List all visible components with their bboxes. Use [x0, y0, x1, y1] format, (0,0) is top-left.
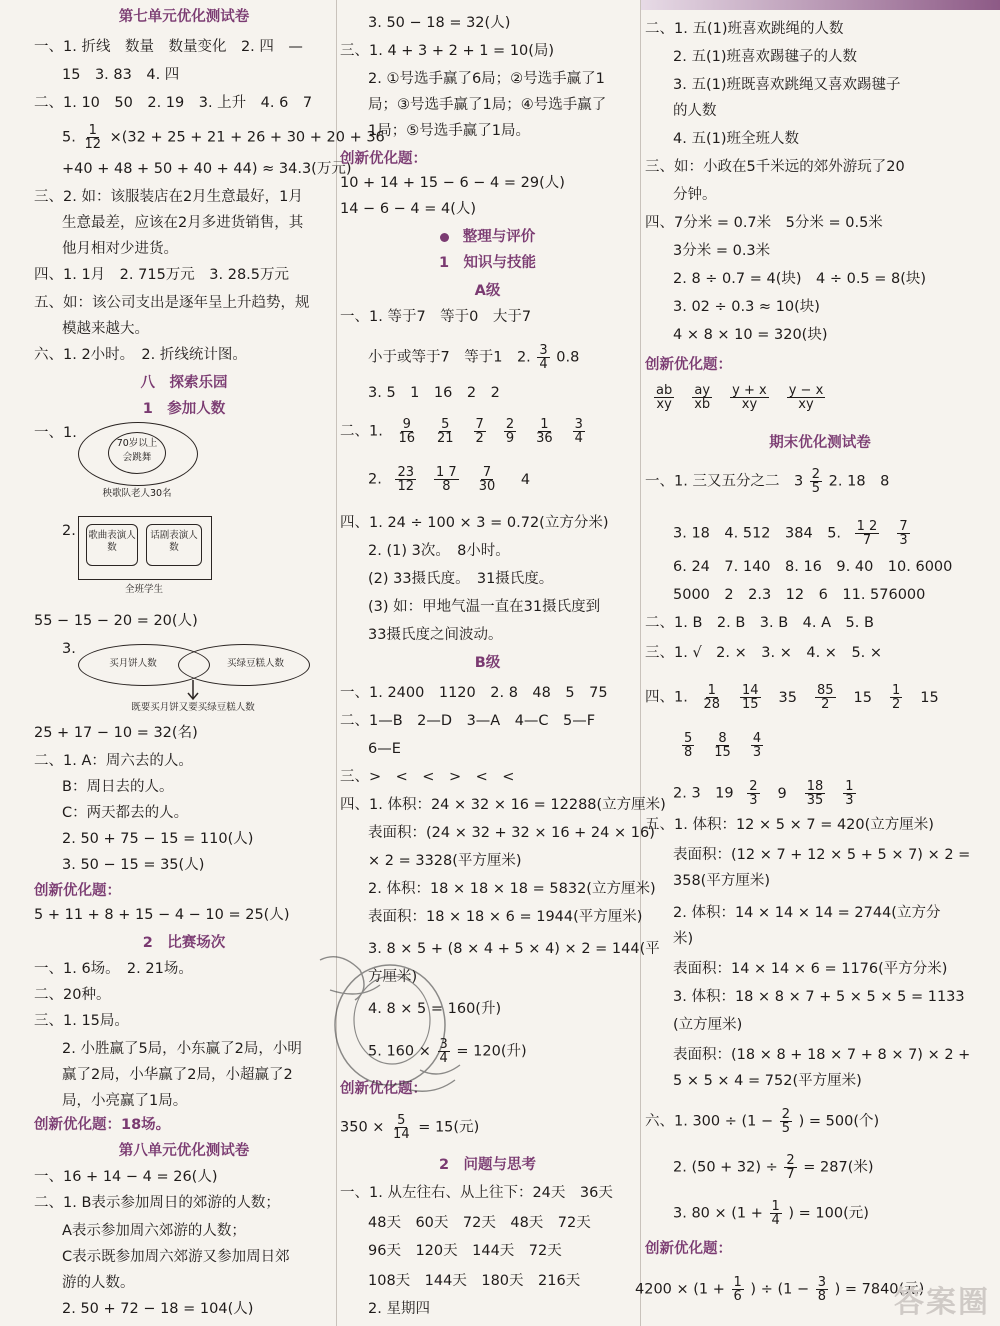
- answer-line: 2.: [62, 523, 76, 539]
- answer-line: 2. 星期四: [368, 1301, 430, 1317]
- venn-diagram-2: 歌曲表演人数 话剧表演人数 全班学生: [78, 516, 218, 602]
- innovation-heading: 创新优化题：: [645, 1241, 732, 1257]
- fraction: $\frac{1}{28}$: [703, 683, 720, 712]
- answer-line: 六、1. 300 ÷ (1 − $\frac{2}{5}$ ) = 500(个): [645, 1107, 880, 1136]
- fraction: $\frac{1}{2}$: [892, 683, 901, 712]
- answer-line: 一、1. 6场。 2. 21场。: [34, 961, 193, 977]
- bullet-icon: [440, 233, 449, 242]
- answer-line: 2. ①号选手赢了6局；②号选手赢了1: [368, 71, 605, 87]
- answer-line: (3) 如：甲地气温一直在31摄氏度到: [368, 599, 601, 615]
- answer-line: 5 × 5 × 4 = 752(平方厘米): [673, 1073, 862, 1089]
- number: 15: [853, 689, 872, 706]
- fraction: $\frac{1}{3}$: [845, 779, 854, 808]
- fraction-list: [645, 383, 834, 412]
- answer-line: 二、1. A：周六去的人。: [34, 753, 193, 769]
- answer-line: 小于或等于7 等于1 2. $\frac{3}{4}$ 0.8: [368, 343, 580, 372]
- section8-title: 八 探索乐园: [140, 375, 228, 391]
- fraction-list: [846, 519, 919, 548]
- answer-line: 33摄氏度之间波动。: [368, 627, 503, 643]
- answer-line: (立方厘米): [673, 1017, 743, 1033]
- answer-line: 生意最差，应该在2月多进货销售，其: [62, 215, 304, 231]
- answer-line: 表面积：18 × 18 × 6 = 1944(平方厘米): [368, 909, 643, 925]
- qa-title: 2 问题与思考: [438, 1157, 537, 1173]
- answer-line: 三、2. 如：该服装店在2月生意最好，1月: [34, 189, 303, 205]
- answer-line: 15 3. 83 4. 四: [62, 67, 180, 83]
- answer-line: 2. 8 ÷ 0.7 = 4(块) 4 ÷ 0.5 = 8(块): [673, 271, 927, 287]
- answer-line: 3分米 = 0.3米: [673, 243, 771, 259]
- answer-line: × 2 = 3328(平方厘米): [368, 853, 522, 869]
- fraction: $\frac{1}{6}$: [733, 1275, 742, 1304]
- arrow-icon: [183, 680, 203, 702]
- answer-line: 3.: [62, 641, 76, 657]
- fraction: $\frac{ab}{xy}$: [656, 383, 673, 412]
- answer-line: 方厘米): [368, 969, 418, 985]
- answer-line: 一、1.: [34, 425, 77, 441]
- answer-line: 二、1. B表示参加周日的郊游的人数；: [34, 1195, 280, 1211]
- unit7-title: 第七单元优化测试卷: [118, 9, 250, 25]
- number: 35: [778, 689, 797, 706]
- answer-line: A表示参加周六郊游的人数；: [62, 1223, 246, 1239]
- answer-line: C表示既参加周六郊游又参加周日郊: [62, 1249, 290, 1265]
- answer-line: 六、1. 2小时。 2. 折线统计图。: [34, 347, 247, 363]
- answer-line: 二、1. 五(1)班喜欢跳绳的人数: [645, 21, 844, 37]
- answer-line: 10 + 14 + 15 − 6 − 4 = 29(人): [340, 175, 565, 191]
- answer-line: 2. 50 + 72 − 18 = 104(人): [62, 1301, 254, 1317]
- final-exam-title: 期末优化测试卷: [769, 435, 871, 451]
- answer-line: 358(平方厘米): [673, 873, 770, 889]
- answer-line: 四、1. $\frac{1}{28}$ $\frac{14}{15}$ 35 $\frac{85}{2}$ 15 $\frac{1}{2}$ 15: [645, 684, 948, 711]
- answer-line: 5000 2 2.3 12 6 11. 576000: [673, 587, 926, 603]
- answer-line: 表面积：(24 × 32 + 32 × 16 + 24 × 16): [368, 825, 655, 841]
- fraction: $\frac{y - x}{xy}$: [788, 383, 824, 412]
- answer-line: 赢了2局，小华赢了2局，小超赢了2: [62, 1067, 293, 1083]
- fraction: $\frac{85}{2}$: [817, 683, 834, 712]
- answer-line: 4. 8 × 5 = 160(升): [368, 1001, 502, 1017]
- answer-line: 三、> < < > < <: [340, 769, 515, 785]
- answer-line: 四、1. 1月 2. 715万元 3. 28.5万元: [34, 267, 290, 283]
- innovation-heading: 创新优化题：: [34, 883, 121, 899]
- unit8-title: 第八单元优化测试卷: [118, 1143, 250, 1159]
- answer-line: 4 × 8 × 10 = 320(块): [673, 327, 828, 343]
- answer-line: 5. $\frac{1}{12}$ ×(32 + 25 + 21 + 26 + 30 + 20 + 36: [62, 123, 385, 152]
- innovation-heading: 创新优化题：: [340, 1081, 427, 1097]
- watermark-logo: 答案圈: [894, 1285, 990, 1320]
- number: 15: [920, 689, 939, 706]
- answer-line: 350 × $\frac{5}{14}$ = 15(元): [340, 1113, 480, 1142]
- answer-line: 四、1. 体积：24 × 32 × 16 = 12288(立方厘米): [340, 797, 666, 813]
- fraction-list: [673, 731, 772, 760]
- answer-line: 5 + 11 + 8 + 15 − 4 − 10 = 25(人): [34, 907, 290, 923]
- fraction: $\frac{1}{36}$: [536, 417, 553, 446]
- answer-line: 四、7分米 = 0.7米 5分米 = 0.5米: [645, 215, 883, 231]
- answer-line: 他月相对少进货。: [62, 241, 178, 257]
- answer-line: 4. 五(1)班全班人数: [673, 131, 799, 147]
- answer-line: 的人数: [673, 103, 717, 119]
- answer-line: 一、1. 等于7 等于0 大于7: [340, 309, 532, 325]
- review-title: 整理与评价: [340, 228, 635, 246]
- fraction: $\frac{3}{4}$: [539, 343, 548, 372]
- level-a-label: A级: [474, 283, 501, 299]
- innovation-heading: 创新优化题：: [340, 151, 427, 167]
- answer-line: 108天 144天 180天 216天: [368, 1273, 581, 1289]
- answer-line: 5. 160 × $\frac{3}{4}$ = 120(升): [368, 1037, 527, 1066]
- fraction: $\frac{2}{3}$: [749, 779, 758, 808]
- fraction: $\frac{5}{8}$: [684, 731, 693, 760]
- column-divider: [336, 0, 337, 1326]
- answer-line: [645, 384, 834, 411]
- answer-line: 三、如：小政在5千米远的郊外游玩了20: [645, 159, 905, 175]
- fraction: $\frac{23}{12}$: [397, 465, 414, 494]
- fraction: $\frac{ay}{xb}$: [694, 383, 711, 412]
- answer-line: 2. $\frac{23}{12}$ $\frac{1 7}{8}$ $\frac{7}{30}$ 4: [368, 465, 531, 494]
- answer-line: 3. 02 ÷ 0.3 ≈ 10(块): [673, 299, 820, 315]
- answer-line: 2. (50 + 32) ÷ $\frac{2}{7}$ = 287(米): [673, 1153, 874, 1182]
- answer-line: 一、1. 三又五分之二 3 $\frac{2}{5}$ 2. 18 8: [645, 467, 890, 496]
- answer-line: 一、16 + 14 − 4 = 26(人): [34, 1169, 218, 1185]
- number: 9: [777, 785, 787, 802]
- answer-line: 二、1. B 2. B 3. B 4. A 5. B: [645, 615, 874, 631]
- fraction: $\frac{7}{30}$: [478, 465, 496, 494]
- innovation-heading: 创新优化题：: [645, 357, 732, 373]
- answer-line: 二、1—B 2—D 3—A 4—C 5—F: [340, 713, 596, 729]
- answer-line: 3. 8 × 5 + (8 × 4 + 5 × 4) × 2 = 144(平: [368, 941, 660, 957]
- fraction: $\frac{4}{3}$: [752, 731, 762, 760]
- answer-line: 表面积：(12 × 7 + 12 × 5 + 5 × 7) × 2 =: [673, 847, 971, 863]
- answer-line: (2) 33摄氏度。 31摄氏度。: [368, 571, 554, 587]
- fraction: $\frac{18}{35}$: [806, 779, 824, 808]
- fraction: $\frac{1 7}{8}$: [436, 465, 457, 494]
- fraction: $\frac{2}{5}$: [781, 1107, 791, 1136]
- answer-line: 2. 五(1)班喜欢踢毽子的人数: [673, 49, 857, 65]
- answer-column-3: [635, 0, 995, 1326]
- innovation-heading: 创新优化题：18场。: [34, 1117, 171, 1133]
- answer-line: 3. 5 1 16 2 2: [368, 385, 500, 401]
- answer-line: 2. (1) 3次。 8小时。: [368, 543, 510, 559]
- fraction: $\frac{2}{9}$: [505, 417, 515, 446]
- answer-line: 三、1. √ 2. × 3. × 4. × 5. ×: [645, 645, 883, 661]
- answer-line: 55 − 15 − 20 = 20(人): [34, 613, 198, 629]
- section8-subtitle: 1 参加人数: [142, 401, 226, 417]
- fraction: $\frac{9}{16}$: [398, 417, 415, 446]
- answer-line: 四、1. 24 ÷ 100 × 3 = 0.72(立方分米): [340, 515, 609, 531]
- answer-line: 二、20种。: [34, 987, 111, 1003]
- fraction: $\frac{5}{14}$: [393, 1113, 410, 1142]
- answer-line: 2. 50 + 75 − 15 = 110(人): [62, 831, 254, 847]
- answer-line: 局；③号选手赢了1局；④号选手赢了: [368, 97, 607, 113]
- answer-line: 2. 体积：14 × 14 × 14 = 2744(立方分: [673, 905, 941, 921]
- answer-line: 二、1. $\frac{9}{16}$ $\frac{5}{21}$ $\frac{7}{2}$ $\frac{2}{9}$ $\frac{1}{36}$ $\frac{3}{4}$: [340, 418, 594, 445]
- answer-line: 6—E: [368, 741, 401, 757]
- answer-line: 一、1. 折线 数量 数量变化 2. 四 —: [34, 39, 303, 55]
- answer-line: 局，小亮赢了1局。: [62, 1093, 188, 1109]
- answer-line: B：周日去的人。: [62, 779, 174, 795]
- answer-line: 三、1. 15局。: [34, 1013, 129, 1029]
- answer-line: 分钟。: [673, 187, 717, 203]
- column-divider: [640, 0, 641, 1326]
- fraction: $\frac{14}{15}$: [742, 683, 759, 712]
- fraction: $\frac{2}{5}$: [811, 467, 821, 496]
- fraction: $\frac{8}{15}$: [714, 731, 731, 760]
- fraction: $\frac{y + x}{xy}$: [732, 383, 767, 412]
- fraction: $\frac{1}{4}$: [771, 1199, 780, 1228]
- answer-line: 4200 × (1 + $\frac{1}{6}$ ) ÷ (1 − $\frac{3}{8}$ ) = 7840(元): [635, 1275, 925, 1304]
- answer-line: [673, 732, 772, 759]
- answer-line: 25 + 17 − 10 = 32(名): [34, 725, 198, 741]
- answer-line: 6. 24 7. 140 8. 16 9. 40 10. 6000: [673, 559, 953, 575]
- answer-line: 五、1. 体积：12 × 5 × 7 = 420(立方厘米): [645, 817, 934, 833]
- answer-line: 1局；⑤号选手赢了1局。: [368, 123, 530, 139]
- answer-line: 3. 体积：18 × 8 × 7 + 5 × 5 × 5 = 1133: [673, 989, 965, 1005]
- answer-line: 游的人数。: [62, 1275, 135, 1291]
- fraction: $\frac{7}{3}$: [899, 519, 908, 548]
- fraction: $\frac{7}{2}$: [475, 417, 484, 446]
- answer-line: 模越来越大。: [62, 321, 149, 337]
- answer-line: 3. 五(1)班既喜欢跳绳又喜欢踢毽子: [673, 77, 901, 93]
- fraction: $\frac{5}{21}$: [437, 417, 454, 446]
- fraction: $\frac{2}{7}$: [786, 1153, 795, 1182]
- venn-diagram-3: 买月饼人数 买绿豆糕人数 既要买月饼又要买绿豆糕人数: [78, 644, 308, 714]
- answer-line: 一、1. 从左往右、从上往下：24天 36天: [340, 1185, 613, 1201]
- answer-line: 14 − 6 − 4 = 4(人): [340, 201, 477, 217]
- venn-diagram-1: 70岁以上 会跳舞 秧歌队老人30名: [78, 422, 198, 502]
- answer-line: 2. 小胜赢了5局，小东赢了2局，小明: [62, 1041, 302, 1057]
- handwritten-stamp: [300, 930, 480, 1110]
- fraction: $\frac{3}{8}$: [817, 1275, 826, 1304]
- answer-line: 表面积：14 × 14 × 6 = 1176(平方分米): [673, 961, 948, 977]
- answer-line: 3. 50 − 15 = 35(人): [62, 857, 205, 873]
- answer-line: 五、如：该公司支出是逐年呈上升趋势，规: [34, 295, 310, 311]
- level-b-label: B级: [474, 655, 501, 671]
- answer-line: 3. 80 × (1 + $\frac{1}{4}$ ) = 100(元): [673, 1199, 869, 1228]
- fraction: $\frac{1}{12}$: [84, 123, 101, 152]
- answer-line: 表面积：(18 × 8 + 18 × 7 + 8 × 7) × 2 +: [673, 1047, 971, 1063]
- review-subtitle: 1 知识与技能: [438, 255, 537, 271]
- answer-line: +40 + 48 + 50 + 40 + 44) ≈ 34.3(万元): [62, 161, 352, 177]
- answer-line: 三、1. 4 + 3 + 2 + 1 = 10(局): [340, 43, 555, 59]
- answer-line: C：两天都去的人。: [62, 805, 189, 821]
- answer-line: 一、1. 2400 1120 2. 8 48 5 75: [340, 685, 608, 701]
- answer-line: 48天 60天 72天 48天 72天: [368, 1215, 591, 1231]
- fraction: $\frac{3}{4}$: [439, 1037, 448, 1066]
- answer-line: 2. 3 19 $\frac{2}{3}$ 9 $\frac{18}{35}$ $\frac{1}{3}$: [673, 780, 865, 807]
- answer-line: 96天 120天 144天 72天: [368, 1243, 562, 1259]
- answer-line: 3. 50 − 18 = 32(人): [368, 15, 511, 31]
- fraction: $\frac{3}{4}$: [574, 417, 583, 446]
- answer-line: 米): [673, 931, 694, 947]
- fraction: $\frac{1 2}{7}$: [856, 519, 878, 548]
- section8-2-title: 2 比赛场次: [142, 935, 226, 951]
- answer-line: 3. 18 4. 512 384 5. $\frac{1 2}{7}$ $\frac{7}{3}$: [673, 520, 919, 547]
- answer-line: 2. 体积：18 × 18 × 18 = 5832(立方厘米): [368, 881, 656, 897]
- answer-line: 二、1. 10 50 2. 19 3. 上升 4. 6 7: [34, 95, 313, 111]
